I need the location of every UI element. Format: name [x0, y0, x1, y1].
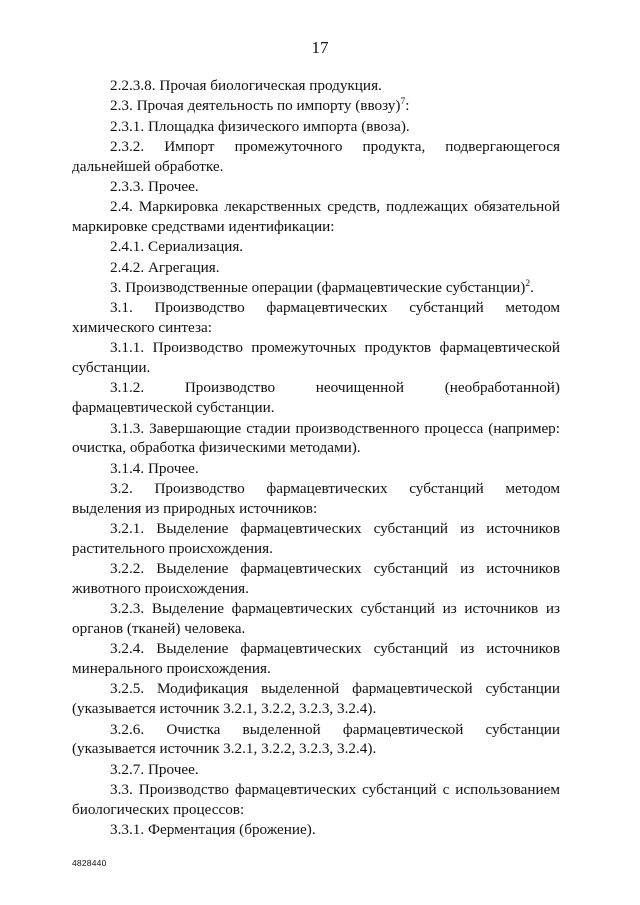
list-item: 2.4.1. Сериализация.: [110, 238, 244, 256]
footnote-ref: 2: [525, 278, 531, 289]
list-item: 2.3.2. Импорт промежуточного продукта, подвергающегося дальнейшей обработке.: [72, 137, 560, 175]
list-item: 2.4. Маркировка лекарственных средств, подлежащих обязательной маркировке средствами идентификации:: [72, 198, 560, 236]
list-item: 3.2.6. Очистка выделенной фармацевтической субстанции (указывается источник 3.2.1, 3.2.2, 3.2.3, 3.2.4).: [72, 720, 560, 758]
list-item: 3.2.1. Выделение фармацевтических субстанций из источников растительного происхождения.: [72, 520, 560, 557]
list-item: 3.2. Производство фармацевтических субстанций методом выделения из природных источников:: [72, 479, 560, 517]
list-item: 3.2.3. Выделение фармацевтических субстанций из источников из органов (тканей) человека.: [72, 600, 560, 638]
list-item: 2.3.3. Прочее.: [110, 177, 199, 195]
list-item: 3.1.1. Производство промежуточных продуктов фармацевтической субстанции.: [72, 339, 560, 377]
list-item: 3.1.3. Завершающие стадии производственного процесса (например: очистка, обработка физическими методами).: [72, 419, 560, 457]
list-item: 2.2.3.8. Прочая биологическая продукция.: [110, 77, 382, 94]
list-item: 3.3. Производство фармацевтических субстанций с использованием биологических процессов:: [72, 780, 560, 818]
document-id: 4828440: [72, 858, 107, 868]
list-item: 3.2.5. Модификация выделенной фармацевтической субстанции (указывается источник 3.2.1, 3.2.2, 3.2.3, 3.2.4).: [72, 680, 560, 718]
list-item: 2.3. Прочая деятельность по импорту (ввозу)$^7$:: [110, 97, 410, 115]
list-item: 3.1.4. Прочее.: [110, 459, 199, 477]
list-item: 3.2.4. Выделение фармацевтических субстанций из источников минерального происхождения.: [72, 640, 560, 678]
list-item: 3. Производственные операции (фармацевтические субстанции)$^2$.: [110, 278, 534, 296]
list-item: 2.4.2. Агрегация.: [110, 258, 220, 276]
list-item: 3.2.7. Прочее.: [110, 760, 199, 778]
document-body: [72, 76, 560, 840]
list-item: 3.1.2. Производство неочищенной (необработанной) фармацевтической субстанции.: [72, 379, 560, 417]
footnote-ref: 7: [400, 97, 406, 108]
list-item: 3.2.2. Выделение фармацевтических субстанций из источников животного происхождения.: [72, 560, 560, 597]
list-item: 3.1. Производство фармацевтических субстанций методом химического синтеза:: [72, 299, 560, 337]
page-number: 17: [311, 38, 329, 57]
list-item: 2.3.1. Площадка физического импорта (ввоза).: [110, 117, 410, 135]
list-item: 3.3.1. Ферментация (брожение).: [110, 820, 316, 838]
